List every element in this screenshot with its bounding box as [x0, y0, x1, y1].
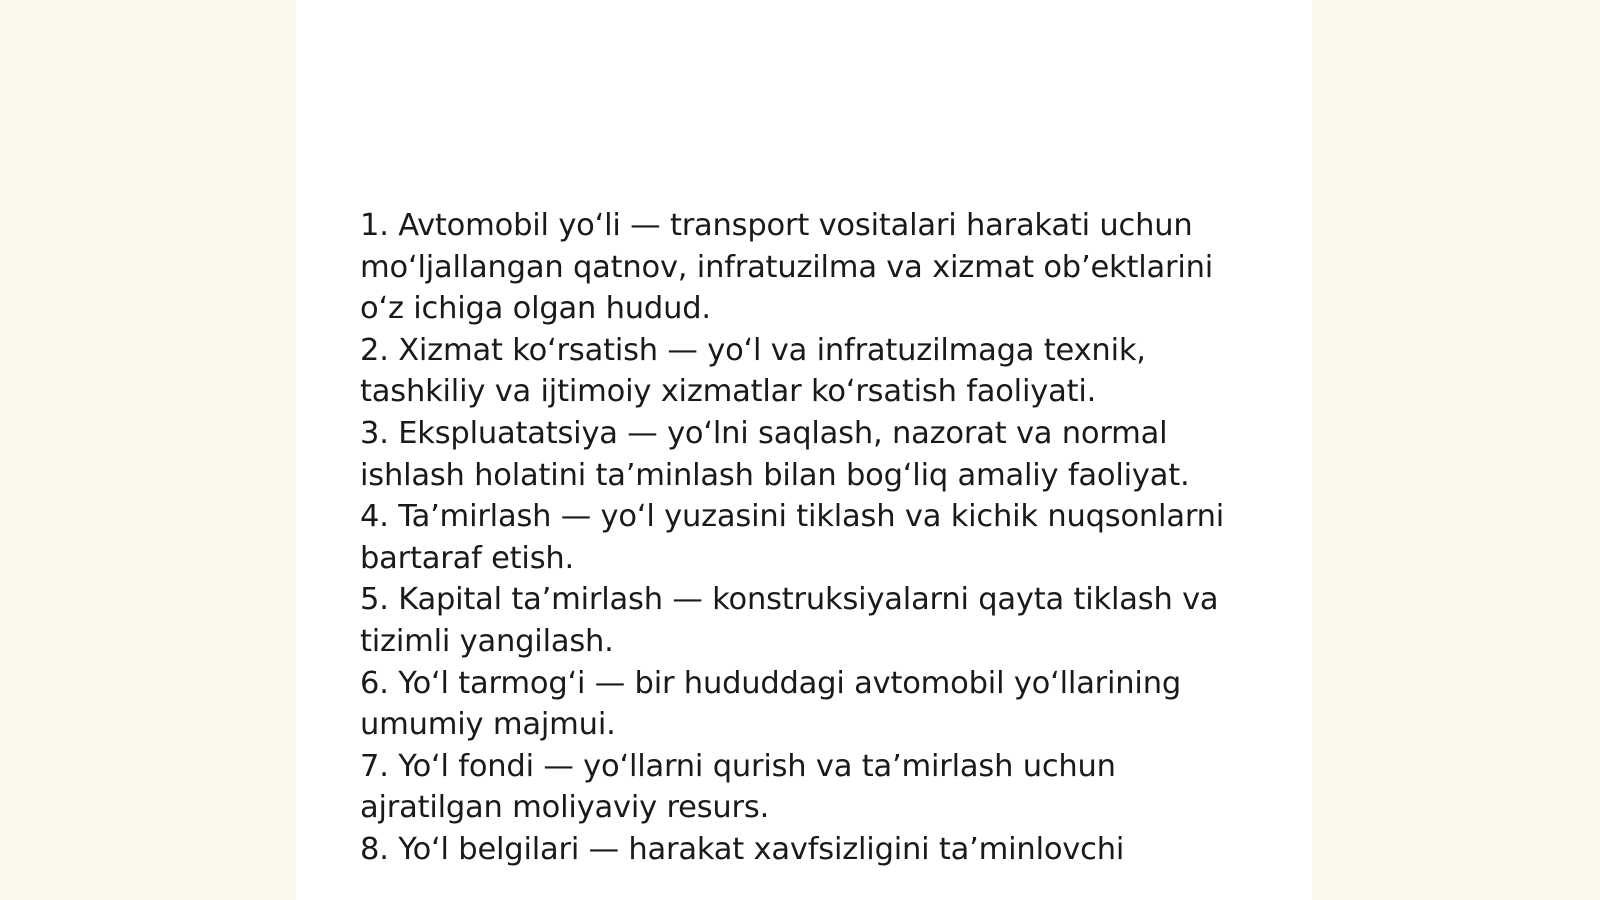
- list-item: 3. Ekspluatatsiya — yo‘lni saqlash, nazorat va normal ishlash holatini ta’minlash bilan bog‘liq amaliy faoliyat.: [360, 415, 1190, 493]
- list-item: 2. Xizmat ko‘rsatish — yo‘l va infratuzilmaga texnik, tashkiliy va ijtimoiy xizmatlar ko‘rsatish faoliyati.: [360, 332, 1146, 410]
- list-item: 8. Yo‘l belgilari — harakat xavfsizligini ta’minlovchi: [360, 831, 1125, 867]
- list-item: 4. Ta’mirlash — yo‘l yuzasini tiklash va kichik nuqsonlarni bartaraf etish.: [360, 499, 1225, 576]
- document-page: [296, 0, 1312, 900]
- list-item: 6. Yo‘l tarmog‘i — bir hududdagi avtomobil yo‘llarining umumiy majmui.: [360, 665, 1181, 743]
- list-item: 1. Avtomobil yo‘li — transport vositalari harakati uchun mo‘ljallangan qatnov, infratuzilma va xizmat ob’ektlarini o‘z ichiga olgan hudud.: [360, 208, 1214, 327]
- list-item: 5. Kapital ta’mirlash — konstruksiyalarni qayta tiklash va tizimli yangilash.: [360, 582, 1219, 659]
- list-item: 7. Yo‘l fondi — yo‘llarni qurish va ta’mirlash uchun ajratilgan moliyaviy resurs.: [360, 748, 1116, 826]
- definitions-list: [360, 205, 1240, 871]
